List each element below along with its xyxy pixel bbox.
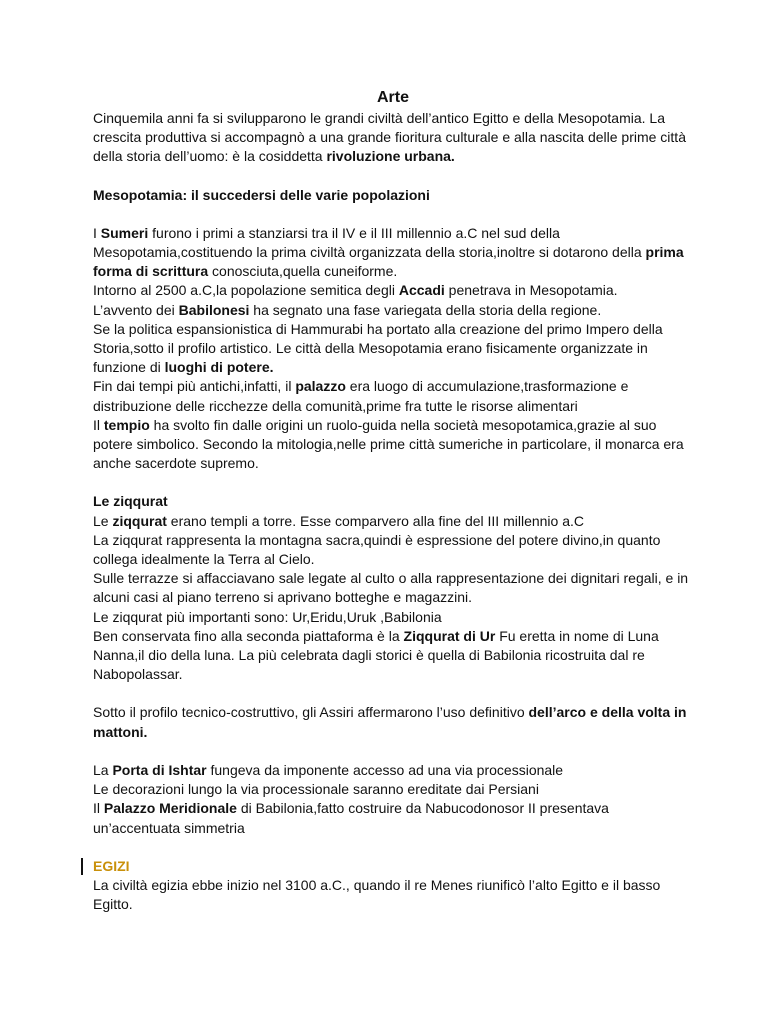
bold-text-run: luoghi di potere. xyxy=(164,359,274,376)
text-run: Ben conservata fino alla seconda piattaforma è la xyxy=(93,627,404,644)
egizi-heading xyxy=(93,857,693,876)
text-run: I xyxy=(93,224,101,241)
mesopotamia-paragraph xyxy=(93,224,693,474)
bold-text-run: Palazzo Meridionale xyxy=(103,800,237,817)
text-run: Le ziqqurat più importanti sono: Ur,Eridu,Uruk ,Babilonia xyxy=(93,608,442,625)
text-cursor xyxy=(81,858,83,875)
bold-text-run: prima forma di scrittura xyxy=(93,244,684,280)
text-run: era luogo di accumulazione,trasformazione e distribuzione delle ricchezze della comunità,prime fra tutte le risorse alimentari xyxy=(93,378,629,414)
text-run: di Babilonia,fatto costruire da Nabucodonosor II presentava un’accentuata simmetria xyxy=(93,800,609,836)
bold-text-run: tempio xyxy=(103,416,150,433)
text-run: Sotto il profilo tecnico-costruttivo, gli Assiri affermarono l’uso definitivo xyxy=(93,704,529,721)
bold-text-run: Porta di Ishtar xyxy=(112,761,207,778)
blank-line xyxy=(93,473,693,492)
blank-line xyxy=(93,838,693,857)
blank-line xyxy=(93,742,693,761)
text-run: penetrava in Mesopotamia. xyxy=(444,282,618,299)
text-run: erano templi a torre. Esse comparvero alla fine del III millennio a.C xyxy=(166,512,585,529)
egizi-heading-label: EGIZI xyxy=(93,857,130,874)
text-run: conosciuta,quella cuneiforme. xyxy=(208,263,398,280)
text-run: Cinquemila anni fa si svilupparono le grandi civiltà dell’antico Egitto e della Mesopotamia. La crescita produttiva si accompagnò a una grande fioritura culturale e alla nascita delle prime città della storia dell’uomo: è la cosiddetta xyxy=(93,110,686,165)
text-run: fungeva da imponente accesso ad una via processionale xyxy=(206,761,564,778)
text-run: La ziqqurat rappresenta la montagna sacra,quindi è espressione del potere divino,in quanto collega idealmente la Terra al Cielo. xyxy=(93,531,661,568)
blank-line xyxy=(93,205,693,224)
text-run: ha segnato una fase variegata della storia della regione. xyxy=(249,301,602,318)
porta-ishtar-paragraph xyxy=(93,761,693,838)
ziqqurat-paragraph xyxy=(93,512,693,685)
bold-text-run: Sumeri xyxy=(100,224,149,241)
blank-line xyxy=(93,167,693,186)
ziqqurat-heading: Le ziqqurat xyxy=(93,493,168,510)
text-run: furono i primi a stanziarsi tra il IV e il III millennio a.C nel sud della Mesopotamia,costituendo la prima civiltà organizzata della storia,inoltre si dotarono della xyxy=(93,224,646,261)
text-run: Se la politica espansionistica di Hammurabi ha portato alla creazione del primo Impero della Storia,sotto il profilo artistico. Le città della Mesopotamia erano fisicamente organizzate in funzione di xyxy=(93,320,663,376)
bold-text-run: ziqqurat xyxy=(112,512,167,529)
bold-text-run: rivoluzione urbana. xyxy=(326,148,455,165)
blank-line xyxy=(93,684,693,703)
text-run: La civiltà egizia ebbe inizio nel 3100 a.C., quando il re Menes riunificò l’alto Egitto e il basso Egitto. xyxy=(93,876,661,913)
document-title: Arte xyxy=(376,89,409,106)
bold-text-run: Ziqqurat di Ur xyxy=(403,627,496,644)
text-run: Il xyxy=(93,416,104,433)
bold-text-run: palazzo xyxy=(295,378,346,395)
text-run: Fu eretta in nome di Luna Nanna,il dio della luna. La più celebrata dagli storici è quella di Babilonia ricostruita dal re Nabopolassar. xyxy=(93,627,659,683)
intro-paragraph xyxy=(93,109,693,167)
text-run: La xyxy=(93,761,113,778)
text-run: Il xyxy=(93,800,104,817)
text-run: L’avvento dei xyxy=(93,301,179,318)
bold-text-run: Accadi xyxy=(398,282,445,299)
text-run: Sulle terrazze si affacciavano sale legate al culto o alla rappresentazione dei dignitari regali, e in alcuni casi al piano terreno si aprivano botteghe e magazzini. xyxy=(93,570,689,606)
bold-text-run: dell’arco e della volta in mattoni. xyxy=(93,704,687,740)
document-body[interactable] xyxy=(93,88,693,914)
assiri-paragraph xyxy=(93,703,693,741)
text-run: Intorno al 2500 a.C,la popolazione semitica degli xyxy=(93,282,399,299)
text-run: ha svolto fin dalle origini un ruolo-guida nella società mesopotamica,grazie al suo potere simbolico. Secondo la mitologia,nelle prime città sumeriche in particolare, il monarca era anche sacerdote supremo. xyxy=(93,416,684,472)
text-run: Le xyxy=(93,512,113,529)
text-run: Fin dai tempi più antichi,infatti, il xyxy=(93,378,296,395)
text-run: Le decorazioni lungo la via processionale saranno ereditate dai Persiani xyxy=(93,781,539,798)
egizi-paragraph xyxy=(93,876,693,914)
bold-text-run: Babilonesi xyxy=(178,301,250,318)
mesopotamia-heading: Mesopotamia: il succedersi delle varie popolazioni xyxy=(93,186,430,203)
